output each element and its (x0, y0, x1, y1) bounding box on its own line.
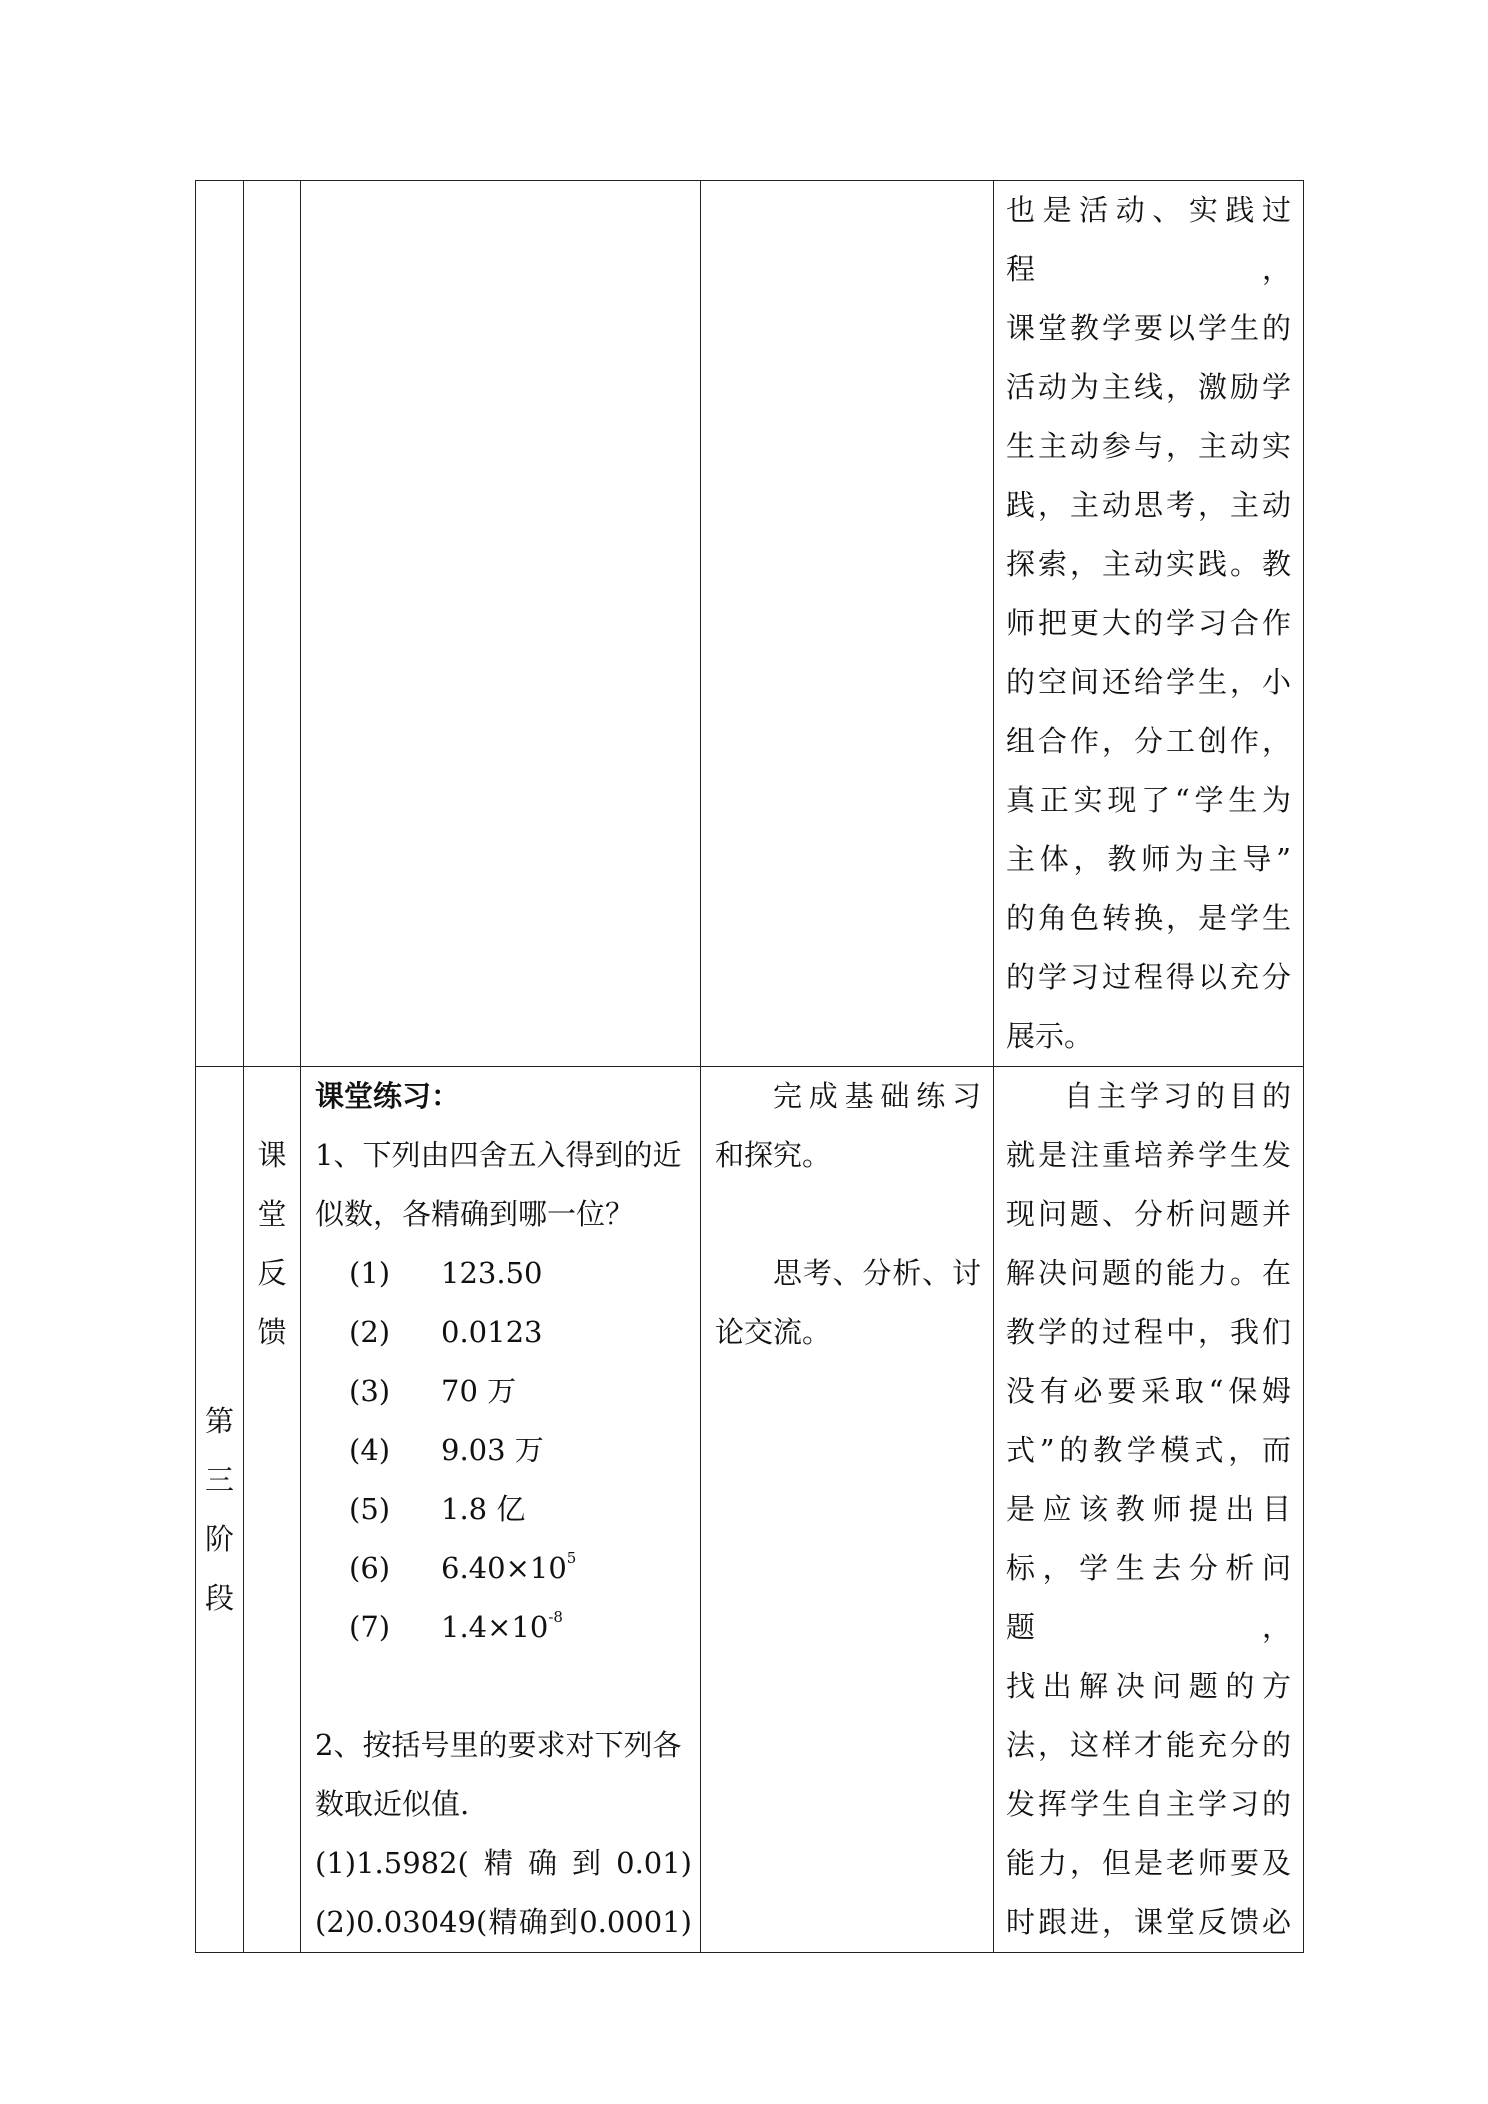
item-value: 123.50 (441, 1256, 543, 1290)
section-char: 馈 (257, 1315, 287, 1349)
student-activity-cell (701, 1067, 994, 1953)
intent-line: 能力，但是老师要及 (1006, 1846, 1291, 1880)
question-line: 2、按括号里的要求对下列各 (315, 1728, 682, 1762)
item-value (419, 1598, 563, 1657)
student-activity-cell-empty (701, 181, 994, 1067)
intent-line: 的学习过程得以充分 (1006, 960, 1291, 994)
exercise-item (315, 1539, 692, 1598)
section-char: 课 (257, 1138, 287, 1172)
item-number: (4) (349, 1433, 391, 1467)
intent-line: 是应该教师提出目 (1006, 1492, 1291, 1526)
intent-line: 真正实现了“学生为 (1006, 783, 1291, 817)
design-intent-cell (994, 1067, 1304, 1953)
question-2 (315, 1716, 692, 1834)
item-value (419, 1539, 576, 1598)
item-number: (7) (349, 1610, 391, 1644)
question-line: 似数，各精确到哪一位？ (315, 1197, 635, 1231)
intent-line: 解决问题的能力。在 (1006, 1256, 1291, 1290)
item-value: 9.03 万 (441, 1433, 544, 1467)
student-activity-2 (715, 1244, 981, 1362)
design-intent-text (1006, 1067, 1291, 1952)
question-line: 1、下列由四舍五入得到的近 (315, 1138, 682, 1172)
question-line: 数取近似值. (315, 1787, 470, 1821)
question-2-item: (1)1.5982(精确到0.01) (315, 1846, 692, 1880)
design-intent-cell (994, 181, 1304, 1067)
activity-line: 完成基础练习 (773, 1079, 981, 1113)
exercise-item (315, 1598, 692, 1657)
question-2-items (315, 1834, 692, 1952)
exercise-item (315, 1362, 692, 1421)
exercise-item (315, 1421, 692, 1480)
stage-label (196, 1392, 243, 1628)
intent-line: 的空间还给学生，小 (1006, 665, 1291, 699)
section-char: 反 (257, 1256, 287, 1290)
intent-line: 发挥学生自主学习的 (1006, 1787, 1291, 1821)
stage-char: 三 (204, 1462, 234, 1497)
spacer (315, 1657, 692, 1716)
design-intent-text (1006, 181, 1291, 1066)
item-value: 0.0123 (441, 1315, 543, 1349)
table-row-continuation (196, 181, 1304, 1067)
intent-line: 没有必要采取“保姆 (1006, 1374, 1291, 1408)
intent-line: 生主动参与，主动实 (1006, 429, 1291, 463)
lesson-plan-table (195, 180, 1304, 1953)
intent-line: 展示。 (1006, 1019, 1094, 1053)
intent-line: 就是注重培养学生发 (1006, 1138, 1291, 1172)
intent-line: 找出解决问题的方 (1006, 1669, 1291, 1703)
intent-line: 课堂教学要以学生的 (1006, 311, 1291, 345)
exercise-heading: 课堂练习： (315, 1079, 461, 1113)
intent-line: 的角色转换，是学生 (1006, 901, 1291, 935)
exercise-item (315, 1303, 692, 1362)
spacer (715, 1185, 981, 1244)
activity-line: 和探究。 (715, 1138, 832, 1172)
exercise-item (315, 1480, 692, 1539)
stage-char: 段 (204, 1580, 234, 1615)
intent-line: 活动为主线，激励学 (1006, 370, 1291, 404)
question-2-item: (2)0.03049(精确到0.0001) (315, 1905, 692, 1939)
table-row-stage-three (196, 1067, 1304, 1953)
stage-char: 第 (204, 1403, 234, 1438)
intent-line: 法，这样才能充分的 (1006, 1728, 1291, 1762)
activity-line: 思考、分析、讨 (773, 1256, 981, 1290)
item-number: (2) (349, 1315, 391, 1349)
intent-line: 现问题、分析问题并 (1006, 1197, 1291, 1231)
item-number: (3) (349, 1374, 391, 1408)
activity-line: 论交流。 (715, 1315, 832, 1349)
intent-line: 时跟进，课堂反馈必 (1006, 1905, 1291, 1939)
teacher-activity-cell (301, 1067, 701, 1953)
item-number: (6) (349, 1551, 391, 1585)
intent-line: 教学的过程中，我们 (1006, 1315, 1291, 1349)
stage-cell-empty (196, 181, 244, 1067)
question-1 (315, 1126, 692, 1244)
item-value: 70 万 (441, 1374, 517, 1408)
intent-line: 自主学习的目的 (1064, 1079, 1291, 1113)
section-char: 堂 (257, 1197, 287, 1231)
intent-line: 组合作，分工创作， (1006, 724, 1291, 758)
stage-label-cell (196, 1067, 244, 1953)
section-label (244, 1126, 300, 1362)
intent-line: 探索，主动实践。教 (1006, 547, 1291, 581)
item-exponent: 5 (566, 1549, 577, 1568)
section-label-cell (244, 1067, 301, 1953)
intent-line: 式”的教学模式，而 (1006, 1433, 1291, 1467)
item-number: (5) (349, 1492, 391, 1526)
item-base: 6.40×10 (441, 1551, 567, 1585)
question-1-items (315, 1244, 692, 1657)
item-number: (1) (349, 1256, 391, 1290)
teacher-activity-cell-empty (301, 181, 701, 1067)
intent-line: 也是活动、实践过程， (1006, 193, 1291, 286)
stage-char: 阶 (204, 1521, 234, 1556)
intent-line: 标，学生去分析问题， (1006, 1551, 1291, 1644)
intent-line: 师把更大的学习合作 (1006, 606, 1291, 640)
exercise-item (315, 1244, 692, 1303)
item-base: 1.4×10 (441, 1610, 549, 1644)
section-cell-empty (244, 181, 301, 1067)
intent-line: 践，主动思考，主动 (1006, 488, 1291, 522)
item-value: 1.8 亿 (441, 1492, 526, 1526)
item-exponent: -8 (548, 1608, 563, 1627)
intent-line: 主体，教师为主导” (1006, 842, 1291, 876)
student-activity-1 (715, 1067, 981, 1185)
